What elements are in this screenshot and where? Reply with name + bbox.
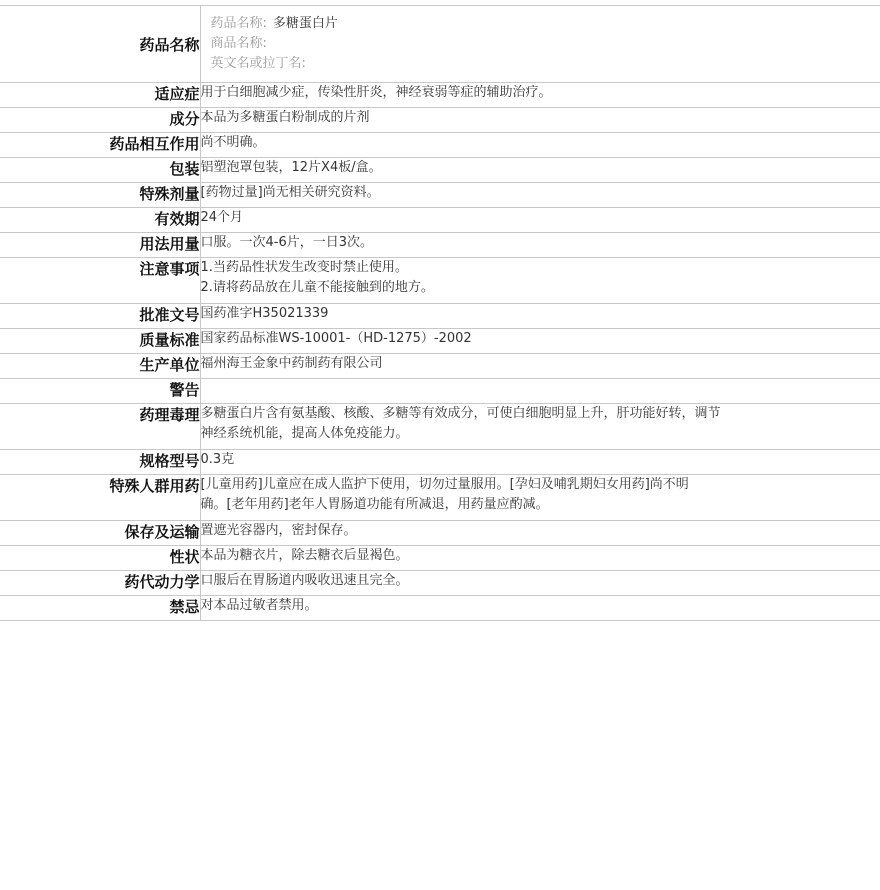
spec-row (0, 354, 880, 379)
spec-row (0, 208, 880, 233)
drug-spec-table (0, 5, 880, 621)
spec-row (0, 183, 880, 208)
row-value: 尚不明确。 (200, 133, 880, 158)
row-value: 福州海王金象中药制药有限公司 (200, 354, 880, 379)
row-value: 国药准字H35021339 (200, 304, 880, 329)
spec-row (0, 233, 880, 258)
spec-row (0, 158, 880, 183)
row-label: 生产单位 (0, 354, 200, 379)
row-label: 包装 (0, 158, 200, 183)
spec-row (0, 404, 880, 450)
row-label: 规格型号 (0, 450, 200, 475)
generic-name-key: 药品名称: (210, 16, 267, 31)
row-value: 铝塑泡罩包装，12片X4板/盒。 (200, 158, 880, 183)
row-value (200, 475, 880, 521)
row-value (200, 379, 880, 404)
spec-row (0, 596, 880, 621)
row-value: 国家药品标准WS-10001-（HD-1275）-2002 (200, 329, 880, 354)
row-label: 特殊剂量 (0, 183, 200, 208)
row-value-line: 多糖蛋白片含有氨基酸、核酸、多糖等有效成分，可使白细胞明显上升，肝功能好转，调节 (200, 406, 721, 421)
row-label: 药品相互作用 (0, 133, 200, 158)
spec-row (0, 133, 880, 158)
row-value-line: 神经系统机能，提高人体免疫能力。 (200, 426, 409, 441)
row-value: 0.3克 (200, 450, 880, 475)
row-label: 特殊人群用药 (0, 475, 200, 521)
row-label: 药理毒理 (0, 404, 200, 450)
spec-rows (0, 83, 880, 621)
row-value: 口服后在胃肠道内吸收迅速且完全。 (200, 571, 880, 596)
generic-name-value: 多糖蛋白片 (272, 16, 338, 31)
trade-name-key: 商品名称: (210, 36, 267, 51)
spec-row (0, 571, 880, 596)
row-value: 用于白细胞减少症，传染性肝炎，神经衰弱等症的辅助治疗。 (200, 83, 880, 108)
spec-row (0, 83, 880, 108)
row-label: 适应症 (0, 83, 200, 108)
row-label: 药代动力学 (0, 571, 200, 596)
row-label: 禁忌 (0, 596, 200, 621)
row-label: 成分 (0, 108, 200, 133)
row-value: 对本品过敏者禁用。 (200, 596, 880, 621)
row-value (200, 404, 880, 450)
trade-name-line (211, 34, 871, 54)
row-value-line: [儿童用药]儿童应在成人监护下使用，切勿过量服用。[孕妇及哺乳期妇女用药]尚不明 (200, 477, 689, 492)
spec-row (0, 108, 880, 133)
row-value: [药物过量]尚无相关研究资料。 (200, 183, 880, 208)
spec-row (0, 304, 880, 329)
row-label: 性状 (0, 546, 200, 571)
drug-name-row (0, 6, 880, 83)
spec-row (0, 329, 880, 354)
row-label: 质量标准 (0, 329, 200, 354)
row-value-line: 确。[老年用药]老年人胃肠道功能有所减退，用药量应酌减。 (200, 497, 549, 512)
row-label: 有效期 (0, 208, 200, 233)
row-value: 24个月 (200, 208, 880, 233)
generic-name-line (211, 14, 871, 34)
english-name-key: 英文名或拉丁名: (210, 56, 306, 71)
spec-row (0, 521, 880, 546)
spec-row (0, 379, 880, 404)
row-value: 口服。一次4-6片，一日3次。 (200, 233, 880, 258)
row-label: 用法用量 (0, 233, 200, 258)
spec-row (0, 546, 880, 571)
row-value: 本品为多糖蛋白粉制成的片剂 (200, 108, 880, 133)
row-value-line: 2.请将药品放在儿童不能接触到的地方。 (200, 280, 434, 295)
spec-row (0, 475, 880, 521)
row-label: 注意事项 (0, 258, 200, 304)
row-label: 药品名称 (0, 6, 200, 83)
drug-name-cell (200, 6, 880, 83)
row-value (200, 258, 880, 304)
row-value-line: 1.当药品性状发生改变时禁止使用。 (200, 260, 408, 275)
row-value: 本品为糖衣片，除去糖衣后显褐色。 (200, 546, 880, 571)
row-value: 置遮光容器内，密封保存。 (200, 521, 880, 546)
row-label: 保存及运输 (0, 521, 200, 546)
spec-row (0, 450, 880, 475)
row-label: 批准文号 (0, 304, 200, 329)
spec-row (0, 258, 880, 304)
row-label: 警告 (0, 379, 200, 404)
english-name-line (211, 54, 871, 74)
